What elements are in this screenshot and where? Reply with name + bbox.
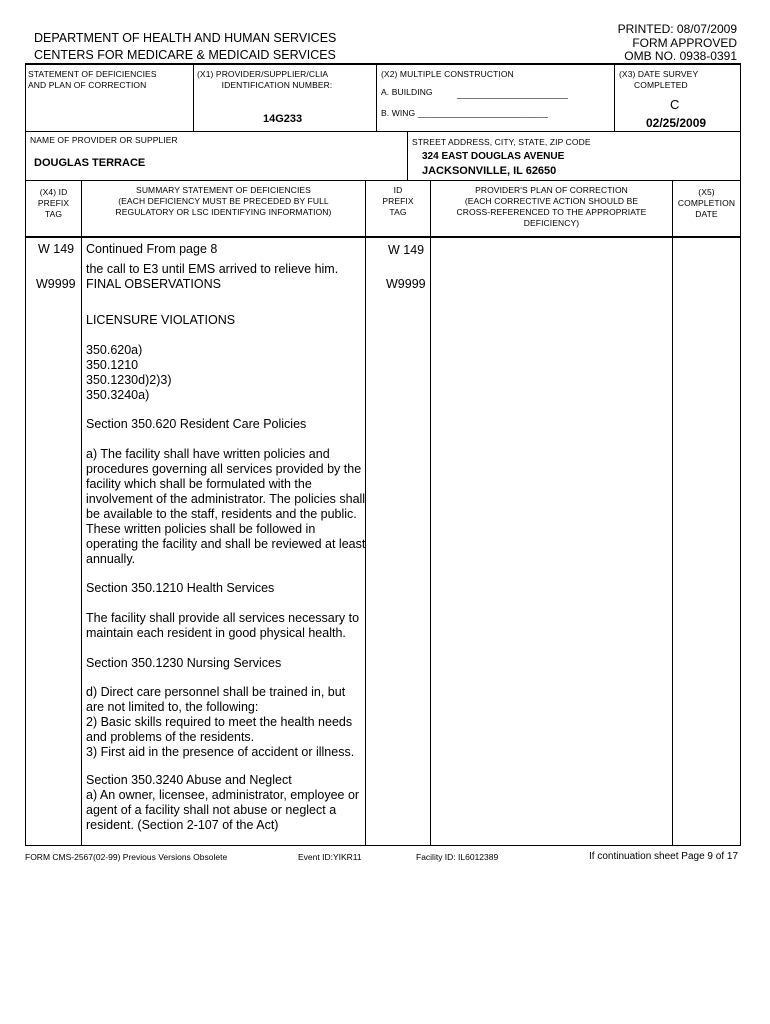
box2-bottom-border bbox=[25, 180, 741, 181]
x3-label-2: COMPLETED bbox=[634, 80, 688, 90]
section-3240: Section 350.3240 Abuse and Neglect a) An owner, licensee, administrator, employee or agent of a facility shall not abuse or neglect a resident. (Section 2-107 of the Act) bbox=[86, 773, 360, 832]
centers-line: CENTERS FOR MEDICARE & MEDICAID SERVICES bbox=[34, 48, 336, 62]
section-620-title: Section 350.620 Resident Care Policies bbox=[86, 417, 307, 431]
plan-header: PROVIDER'S PLAN OF CORRECTION (EACH CORRECTIVE ACTION SHOULD BE CROSS-REFERENCED TO THE APPROPRIATE DEFICIENCY) bbox=[456, 185, 647, 228]
footer-form: FORM CMS-2567(02-99) Previous Versions Obsolete bbox=[25, 852, 228, 862]
omb-number: OMB NO. 0938-0391 bbox=[624, 49, 737, 63]
form-approved: FORM APPROVED bbox=[632, 36, 737, 50]
x2-label: (X2) MULTIPLE CONSTRUCTION bbox=[381, 69, 514, 79]
id-prefix-header: ID PREFIX TAG bbox=[382, 185, 414, 217]
left-border bbox=[25, 63, 26, 846]
call-line: the call to E3 until EMS arrived to relieve him. bbox=[86, 262, 339, 276]
provider-name-label: NAME OF PROVIDER OR SUPPLIER bbox=[30, 135, 178, 145]
divider-address bbox=[407, 131, 408, 181]
divider-tag-right bbox=[430, 180, 431, 846]
department-line: DEPARTMENT OF HEALTH AND HUMAN SERVICES bbox=[34, 31, 337, 45]
footer-facility-id: Facility ID: IL6012389 bbox=[416, 852, 499, 862]
section-620-text: a) The facility shall have written policies and procedures governing all services provided by the facility which shall be formulated with the involvement of the administrator. The policies shall be available to the staff, residents and the public. These written policies shall be followed in operating the facility and shall be reviewed at least annually. bbox=[86, 447, 366, 566]
street-address: 324 EAST DOUGLAS AVENUE bbox=[422, 151, 565, 162]
divider-tag-left bbox=[81, 180, 82, 846]
building-label: A. BUILDING bbox=[381, 87, 433, 97]
divider-x1 bbox=[193, 63, 194, 132]
x3-label-1: (X3) DATE SURVEY bbox=[619, 69, 699, 79]
section-1210-title: Section 350.1210 Health Services bbox=[86, 581, 275, 595]
right-tag-w9999: W9999 bbox=[386, 277, 426, 291]
section-1230-title: Section 350.1230 Nursing Services bbox=[86, 656, 282, 670]
divider-plan bbox=[672, 180, 673, 846]
right-tag-w149: W 149 bbox=[388, 243, 425, 257]
city-state-zip: JACKSONVILLE, IL 62650 bbox=[422, 165, 557, 177]
address-label: STREET ADDRESS, CITY, STATE, ZIP CODE bbox=[412, 137, 591, 147]
summary-header: SUMMARY STATEMENT OF DEFICIENCIES (EACH DEFICIENCY MUST BE PRECEDED BY FULL REGULATORY OR LSC IDENTIFYING INFORMATION) bbox=[115, 185, 332, 217]
footer-event-id: Event ID:YIKR11 bbox=[298, 852, 362, 862]
continued-line: Continued From page 8 bbox=[86, 242, 218, 256]
divider-x3 bbox=[614, 63, 615, 132]
provider-name: DOUGLAS TERRACE bbox=[34, 157, 146, 169]
licensure-violations: LICENSURE VIOLATIONS bbox=[86, 313, 236, 327]
body-bottom-border bbox=[25, 845, 741, 846]
regulation-codes: 350.620a) 350.1210 350.1230d)2)3) 350.3240a) bbox=[86, 343, 172, 402]
left-tag-w9999: W9999 bbox=[36, 277, 76, 291]
section-1210-text: The facility shall provide all services necessary to maintain each resident in good physical health. bbox=[86, 611, 360, 640]
provider-id-number: 14G233 bbox=[263, 113, 303, 125]
printed-date: PRINTED: 08/07/2009 bbox=[617, 22, 737, 36]
x1-label: (X1) PROVIDER/SUPPLIER/CLIA IDENTIFICATION NUMBER: bbox=[197, 69, 333, 90]
survey-date: 02/25/2009 bbox=[646, 116, 707, 130]
statement-label: STATEMENT OF DEFICIENCIES AND PLAN OF CORRECTION bbox=[28, 69, 157, 90]
section-1230-text: d) Direct care personnel shall be trained in, but are not limited to, the following: 2) Basic skills required to meet the health needs and problems of the residents. 3) First aid in the presence of accident or illness. bbox=[86, 685, 355, 759]
x4-header: (X4) ID PREFIX TAG bbox=[37, 187, 70, 219]
wing-label: B. WING ___________________________ bbox=[381, 108, 549, 118]
divider-x2 bbox=[376, 63, 377, 132]
x5-header: (X5) COMPLETION DATE bbox=[677, 187, 736, 219]
left-tag-w149: W 149 bbox=[38, 242, 75, 256]
survey-code: C bbox=[670, 97, 680, 112]
footer-page: If continuation sheet Page 9 of 17 bbox=[589, 851, 738, 862]
building-value: _______________________ bbox=[457, 89, 569, 99]
final-observations: FINAL OBSERVATIONS bbox=[86, 277, 221, 291]
right-border bbox=[740, 63, 741, 846]
column-header-bottom bbox=[25, 236, 741, 238]
top-border bbox=[25, 63, 741, 65]
box1-bottom-border bbox=[25, 131, 741, 132]
